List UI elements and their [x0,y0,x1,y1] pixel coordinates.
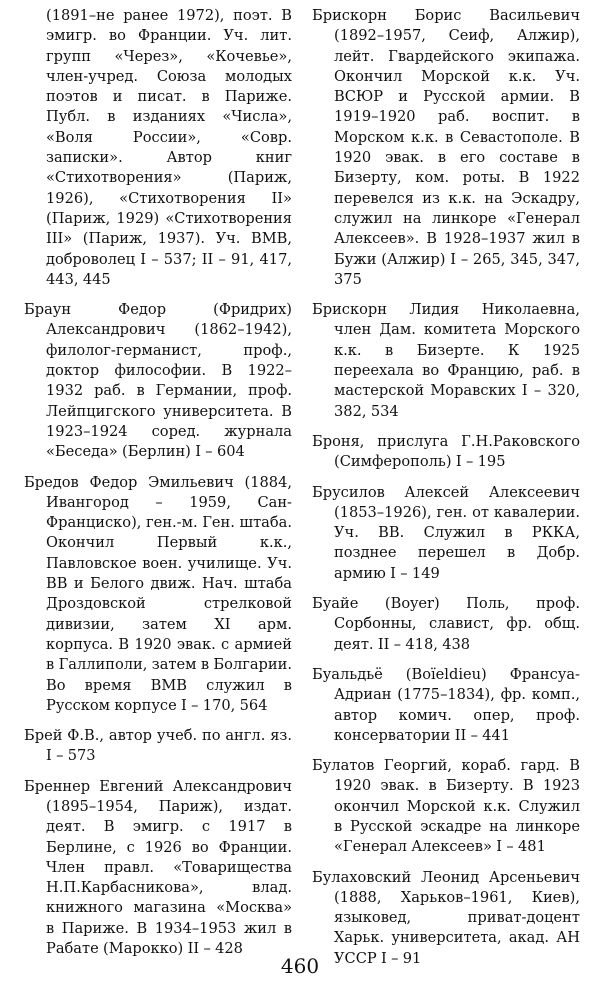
index-entry-continued: (1891–не ранее 1972), поэт. В эмигр. во Франции. Уч. лит. групп «Через», «Кочевье», член-учред. Союза молодых поэтов и писат. в Париже. Публ. в изданиях «Числа», «Воля России», «Совр. записки». Автор книг «Стихотворения» (Париж, 1926), «Стихотворения II» (Париж, 1929) «Стихотворения III» (Париж, 1937). Уч. ВМВ, доброволец I – 537; II – 91, 417, 443, 445 [46,7,292,288]
index-entry-boieldieu: Буальдьё (Boïeldieu) Франсуа-Адриан (1775–1834), фр. комп., автор комич. опер, проф. консерватории II – 441 [312,665,580,744]
index-entry-braun: Браун Федор (Фридрих) Александрович (1862–1942), филолог-германист, проф., доктор философии. В 1922–1932 раб. в Германии, проф. Лейпцигского университета. В 1923–1924 соред. журнала «Беседа» (Берлин) I – 604 [24,301,292,461]
index-entry-briskorn-boris: Брискорн Борис Васильевич (1892–1957, Сеиф, Алжир), лейт. Гвардейского экипажа. Окончил Морской к.к. Уч. ВСЮР и Русской армии. В 1919–1920 раб. воспит. в Морском к.к. в Севастополе. В 1920 эвак. в его составе в Бизерту, ком. роты. В 1922 перевелся из к.к. на Эскадру, служил на линкоре «Генерал Алексеев». В 1928–1937 жил в Бужи (Алжир) I – 265, 345, 347, 375 [312,7,580,288]
index-entry-brusilov: Брусилов Алексей Алексеевич (1853–1926), ген. от кавалерии. Уч. ВВ. Служил в РККА, позднее перешел в Добр. армию I – 149 [312,483,580,582]
index-entry-bulatov: Булатов Георгий, кораб. гард. В 1920 эвак. в Бизерту. В 1923 окончил Морской к.к. Служил в Русской эскадре на линкоре «Генерал Алексеев» I – 481 [312,757,580,856]
index-entry-brenner: Бреннер Евгений Александрович (1895–1954, Париж), издат. деят. В эмигр. с 1917 в Берлине, с 1926 во Франции. Член правл. «Товарищества Н.П.Карбасникова», влад. книжного магазина «Москва» в Париже. В 1934–1953 жил в Рабате (Марокко) II – 428 [24,777,292,958]
index-entry-bredov: Бредов Федор Эмильевич (1884, Ивангород – 1959, Сан-Франциско), ген.-м. Ген. штаба. Окончил Первый к.к., Павловское воен. училище. Уч. ВВ и Белого движ. Нач. штаба Дроздовской стрелковой дивизии, затем XI арм. корпуса. В 1920 эвак. с армией в Галлиполи, затем в Болгарии. Во время ВМВ служил в Русском корпусе I – 170, 564 [24,473,292,714]
index-entry-briskorn-lidiya: Брискорн Лидия Николаевна, член Дам. комитета Морского к.к. в Бизерте. К 1925 переехала во Францию, раб. в мастерской Моравских I – 320, 382, 534 [312,301,580,420]
page-number: 460 [280,954,320,978]
index-entry-boyer: Буайе (Boyer) Поль, проф. Сорбонны, славист, фр. общ. деят. II – 418, 438 [312,595,580,653]
index-entry-brey: Брей Ф.В., автор учеб. по англ. яз. I – 573 [24,727,292,765]
left-column [24,6,292,969]
right-column [312,6,580,979]
index-entry-bronya: Броня, прислуга Г.Н.Раковского (Симферополь) I – 195 [312,432,580,471]
index-entry-bulakhovsky: Булаховский Леонид Арсеньевич (1888, Харьков–1961, Киев), языковед, приват-доцент Харьк. университета, акад. АН УССР I – 91 [312,868,580,967]
